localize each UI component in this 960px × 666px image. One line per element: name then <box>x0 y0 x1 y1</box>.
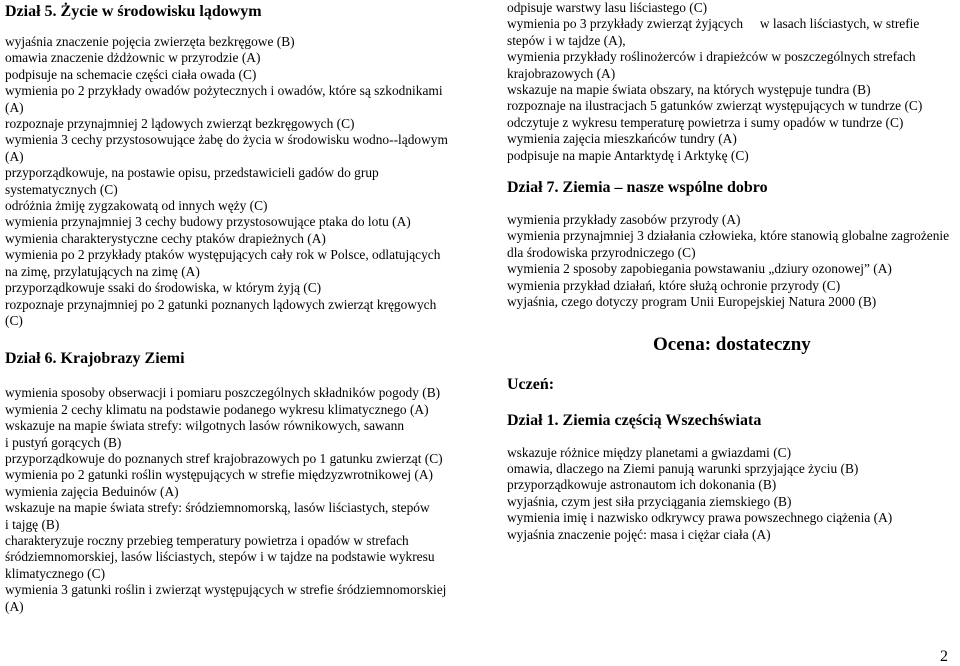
list-item: wyjaśnia znaczenie pojęć: masa i ciężar ciała (A) <box>507 526 771 542</box>
list-item: przyporządkowuje astronautom ich dokonania (B) <box>507 477 777 493</box>
list-item: odczytuje z wykresu temperaturę powietrza i sumy opadów w tundrze (C) <box>507 114 904 130</box>
list-item: śródziemnomorskiej, lasów liściastych, stepów i w tajdze na podstawie wykresu <box>5 549 435 565</box>
section-5-list <box>5 34 465 329</box>
list-item: wymienia przykład działań, które służą ochronie przyrody (C) <box>507 277 841 293</box>
list-item: wymienia przykłady roślinożerców i drapieżców w poszczególnych strefach <box>507 49 916 65</box>
list-item: wymienia 2 sposoby zapobiegania powstawaniu „dziury ozonowej” (A) <box>507 261 892 277</box>
list-item: wyjaśnia, czego dotyczy program Unii Europejskiej Natura 2000 (B) <box>507 294 877 310</box>
list-item: wymienia przykłady zasobów przyrody (A) <box>507 212 741 228</box>
list-item: (A) <box>5 99 24 115</box>
list-item: wskazuje różnice między planetami a gwiazdami (C) <box>507 444 792 460</box>
list-item: (A) <box>5 598 24 614</box>
list-item: charakteryzuje roczny przebieg temperatury powietrza i opadów w strefach <box>5 532 409 548</box>
list-item: odróżnia żmiję zygzakowatą od innych węży (C) <box>5 198 268 214</box>
list-item: i tajgę (B) <box>5 516 60 532</box>
student-label: Uczeń: <box>507 375 555 393</box>
list-item: wymienia po 2 przykłady owadów pożytecznych i owadów, które są szkodnikami <box>5 83 443 99</box>
list-item: i pustyń gorących (B) <box>5 434 122 450</box>
list-item: na zimę, przylatujących na zimę (A) <box>5 263 200 279</box>
list-item: wymienia przynajmniej 3 działania człowieka, które stanowią globalne zagrożenie <box>507 228 950 244</box>
list-item: omawia znaczenie dżdżownic w przyrodzie (A) <box>5 50 261 66</box>
grade-rating: Ocena: dostateczny <box>653 334 811 355</box>
list-item: dla środowiska przyrodniczego (C) <box>507 244 696 260</box>
section-7-title: Dział 7. Ziemia – nasze wspólne dobro <box>507 179 768 197</box>
left-column <box>5 0 465 615</box>
list-item: wymienia 3 gatunki roślin i zwierząt występujących w strefie śródziemnomorskiej <box>5 582 447 598</box>
list-item: wymienia zajęcia mieszkańców tundry (A) <box>507 131 737 147</box>
section-6-continued-list <box>507 0 957 164</box>
list-item: wymienia sposoby obserwacji i pomiaru poszczególnych składników pogody (B) <box>5 385 441 401</box>
list-item: (A) <box>5 148 24 164</box>
list-item: wymienia przynajmniej 3 cechy budowy przystosowujące ptaka do lotu (A) <box>5 214 411 230</box>
section-1-title: Dział 1. Ziemia częścią Wszechświata <box>507 411 762 429</box>
list-item: klimatycznego (C) <box>5 565 106 581</box>
list-item: przyporządkowuje ssaki do środowiska, w którym żyją (C) <box>5 280 322 296</box>
list-item: wskazuje na mapie świata strefy: wilgotnych lasów równikowych, sawann <box>5 418 405 434</box>
page-number: 2 <box>940 648 948 665</box>
list-item: rozpoznaje na ilustracjach 5 gatunków zwierząt występujących w tundrze (C) <box>507 98 923 114</box>
list-item: podpisuje na schemacie części ciała owada (C) <box>5 66 257 82</box>
list-item: przyporządkowuje, na postawie opisu, przedstawicieli gadów do grup <box>5 165 379 181</box>
section-1-list <box>507 445 957 543</box>
list-item: wymienia imię i nazwisko odkrywcy prawa powszechnego ciążenia (A) <box>507 510 893 526</box>
list-item: wyjaśnia znaczenie pojęcia zwierzęta bezkręgowe (B) <box>5 34 295 49</box>
section-7-list <box>507 212 957 310</box>
list-item: podpisuje na mapie Antarktydę i Arktykę (C) <box>507 147 749 163</box>
list-item: stepów i w tajdze (A), <box>507 32 626 48</box>
list-item: wymienia po 3 przykłady zwierząt żyjących w lasach liściastych, w strefie <box>507 16 920 32</box>
right-column <box>507 0 957 543</box>
section-5-title: Dział 5. Życie w środowisku lądowym <box>5 3 262 20</box>
list-item: wymienia po 2 przykłady ptaków występujących cały rok w Polsce, odlatujących <box>5 247 441 263</box>
list-item: wymienia 2 cechy klimatu na podstawie podanego wykresu klimatycznego (A) <box>5 401 429 417</box>
list-item: omawia, dlaczego na Ziemi panują warunki sprzyjające życiu (B) <box>507 460 859 476</box>
list-item: rozpoznaje przynajmniej po 2 gatunki poznanych lądowych zwierząt kręgowych <box>5 296 437 312</box>
list-item: wymienia charakterystyczne cechy ptaków drapieżnych (A) <box>5 230 326 246</box>
list-item: wyjaśnia, czym jest siła przyciągania ziemskiego (B) <box>507 493 792 509</box>
list-item: wskazuje na mapie świata strefy: śródziemnomorską, lasów liściastych, stepów <box>5 500 430 516</box>
list-item: wymienia zajęcia Beduinów (A) <box>5 483 179 499</box>
section-6-list <box>5 385 465 615</box>
section-6-title: Dział 6. Krajobrazy Ziemi <box>5 350 185 368</box>
list-item: systematycznych (C) <box>5 181 118 197</box>
list-item: odpisuje warstwy lasu liściastego (C) <box>507 0 708 15</box>
list-item: rozpoznaje przynajmniej 2 lądowych zwierząt bezkręgowych (C) <box>5 116 355 132</box>
list-item: wymienia 3 cechy przystosowujące żabę do życia w środowisku wodno--lądowym <box>5 132 448 148</box>
list-item: wymienia po 2 gatunki roślin występujących w strefie międzyzwrotnikowej (A) <box>5 467 434 483</box>
list-item: krajobrazowych (A) <box>507 65 616 81</box>
list-item: przyporządkowuje do poznanych stref krajobrazowych po 1 gatunku zwierząt (C) <box>5 450 443 466</box>
list-item: (C) <box>5 312 23 328</box>
list-item: wskazuje na mapie świata obszary, na których występuje tundra (B) <box>507 82 871 98</box>
